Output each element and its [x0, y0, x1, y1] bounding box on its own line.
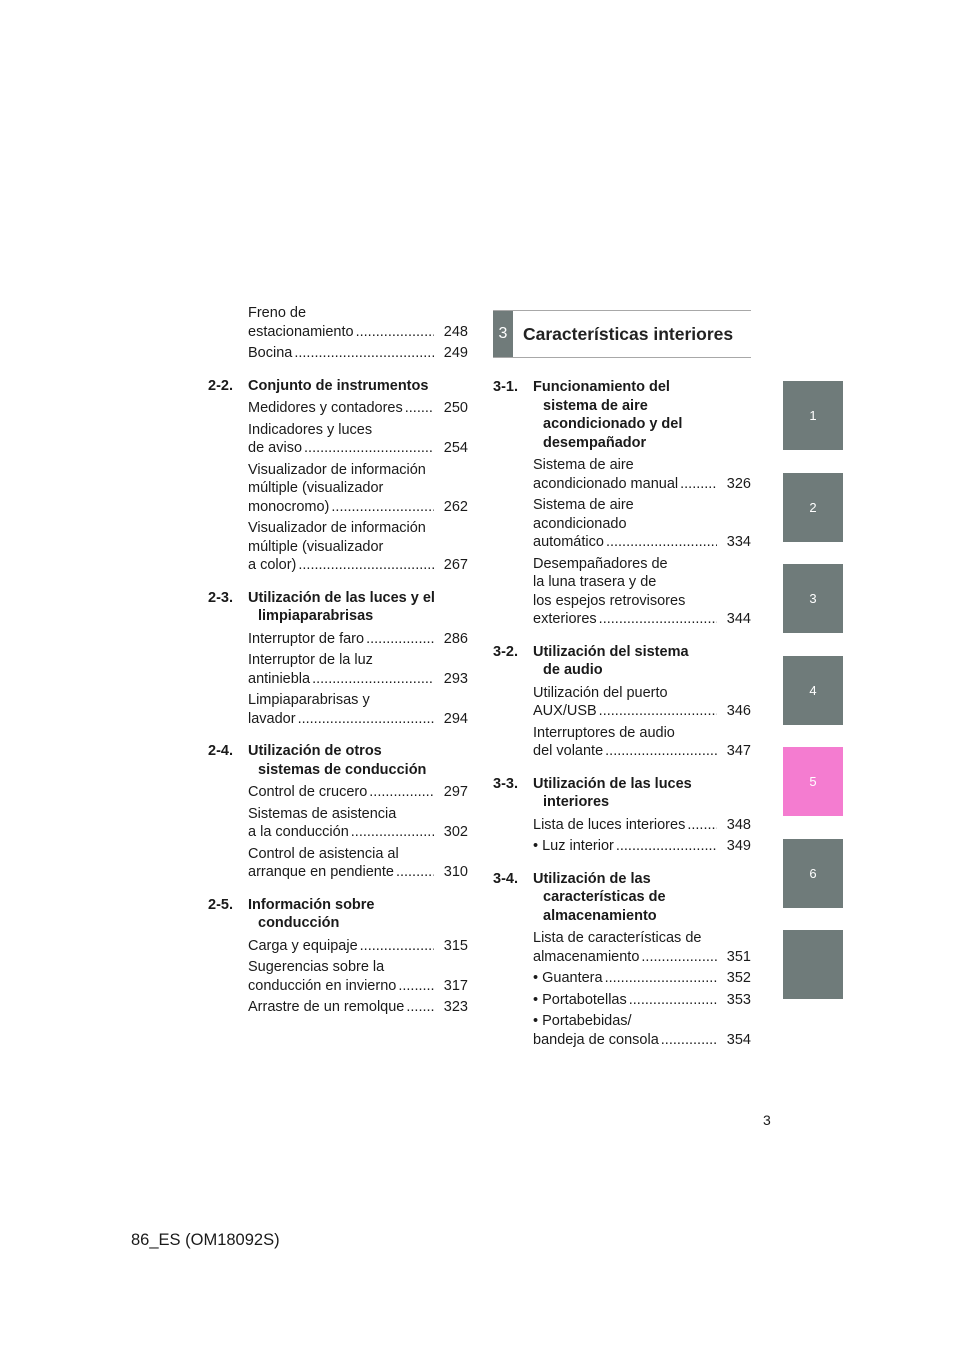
- toc-entry[interactable]: [493, 929, 751, 966]
- toc-entry-page: 267: [443, 557, 468, 573]
- section-title-line: Utilización de las: [533, 870, 651, 887]
- toc-entry-label: Lista de luces interiores .....: [533, 817, 685, 833]
- toc-entry-page: 354: [726, 1031, 751, 1048]
- toc-section-heading[interactable]: [493, 378, 751, 452]
- toc-entry-page: 302: [443, 824, 468, 840]
- chapter-tab-4[interactable]: 4: [783, 656, 843, 725]
- toc-entry-label: Indicadores y luces de aviso .....: [248, 422, 372, 457]
- toc-entry-page: 317: [443, 977, 468, 994]
- toc-entry-label: • Luz interior .....: [533, 838, 614, 854]
- toc-entry[interactable]: [493, 496, 751, 552]
- toc-entry-label: Sugerencias sobre la conducción en invierno .....: [248, 959, 396, 994]
- document-code: 86_ES (OM18092S): [131, 1231, 280, 1249]
- section-number: 3-2.: [493, 643, 518, 660]
- toc-section-heading[interactable]: [208, 377, 468, 396]
- section-title-line: sistema de aire: [543, 397, 648, 414]
- toc-entry-label: Interruptor de faro .....: [248, 631, 364, 647]
- toc-entry-page: 349: [726, 838, 751, 854]
- toc-entry[interactable]: [208, 937, 468, 956]
- section-title-line: interiores: [543, 794, 610, 810]
- section-title-line: conducción: [258, 915, 340, 931]
- toc-entry-page: 294: [443, 710, 468, 727]
- toc-entry-page: 334: [726, 534, 751, 550]
- page-number: 3: [763, 1112, 771, 1128]
- toc-entry-page: 248: [443, 323, 468, 340]
- toc-entry-page: 286: [443, 630, 468, 647]
- toc-entry[interactable]: [208, 344, 468, 363]
- toc-entry-label: Limpiaparabrisas y lavador .....: [248, 692, 370, 727]
- toc-entry[interactable]: [208, 958, 468, 995]
- toc-entry-page: 348: [726, 816, 751, 833]
- toc-entry-label: Bocina .....: [248, 345, 292, 361]
- section-title-line: almacenamiento: [543, 907, 657, 924]
- toc-entry-page: 262: [443, 498, 468, 515]
- toc-entry[interactable]: [493, 456, 751, 493]
- section-title-line: Utilización de otros: [248, 743, 382, 759]
- toc-entry-page: 297: [443, 784, 468, 800]
- section-title-line: Información sobre: [248, 896, 375, 913]
- toc-entry[interactable]: [493, 684, 751, 721]
- chapter-tab-1[interactable]: 1: [783, 381, 843, 450]
- toc-entry[interactable]: [208, 630, 468, 649]
- section-number: 2-3.: [208, 589, 233, 606]
- toc-entry-label: Desempañadores de la luna trasera y de los espejos retrovisores exteriores .....: [533, 556, 685, 628]
- toc-entry-page: 310: [443, 864, 468, 880]
- toc-entry[interactable]: [208, 651, 468, 688]
- toc-entry[interactable]: [208, 519, 468, 575]
- toc-entry-label: Visualizador de información múltiple (visualizador a color) .....: [248, 520, 426, 573]
- toc-section-heading[interactable]: [208, 589, 468, 626]
- section-title-line: limpiaparabrisas: [258, 608, 374, 624]
- section-title-line: Utilización del sistema: [533, 643, 689, 660]
- toc-entry-label: • Portabotellas .....: [533, 992, 627, 1008]
- toc-entry-label: Medidores y contadores .....: [248, 400, 403, 416]
- toc-entry-page: 315: [443, 937, 468, 954]
- toc-entry[interactable]: [493, 816, 751, 835]
- section-number: 3-4.: [493, 870, 518, 887]
- toc-entry[interactable]: [208, 998, 468, 1017]
- section-title-line: características de: [543, 889, 666, 905]
- toc-entry[interactable]: [493, 837, 751, 856]
- toc-entry-label: Interruptor de la luz antiniebla .....: [248, 652, 373, 687]
- toc-entry-label: Utilización del puerto AUX/USB .....: [533, 685, 668, 720]
- section-title-line: Funcionamiento del: [533, 379, 670, 395]
- toc-entry-label: Freno de estacionamiento .....: [248, 305, 354, 340]
- toc-entry[interactable]: [493, 991, 751, 1010]
- chapter-tab-index[interactable]: [783, 930, 843, 999]
- section-number: 2-4.: [208, 743, 233, 759]
- chapter-header: [493, 310, 751, 358]
- toc-entry-page: 254: [443, 440, 468, 456]
- toc-entry-label: Interruptores de audio del volante .....: [533, 725, 675, 760]
- chapter-tab-6[interactable]: 6: [783, 839, 843, 908]
- toc-entry-page: 353: [726, 991, 751, 1008]
- right-toc-column: [493, 310, 751, 1052]
- toc-entry-label: Control de asistencia al arranque en pendiente .....: [248, 846, 399, 881]
- toc-entry-page: 323: [443, 999, 468, 1015]
- chapter-title: Características interiores: [523, 324, 734, 344]
- chapter-tab-2[interactable]: 2: [783, 473, 843, 542]
- section-title-line: acondicionado y del: [543, 416, 683, 432]
- toc-entry[interactable]: [208, 691, 468, 728]
- toc-section-heading[interactable]: [493, 643, 751, 680]
- toc-entry-page: 249: [443, 345, 468, 361]
- section-title-line: de audio: [543, 662, 603, 678]
- toc-entry-page: 250: [443, 400, 468, 416]
- toc-entry-label: • Portabebidas/ bandeja de consola .....: [533, 1013, 659, 1048]
- toc-entry[interactable]: [493, 724, 751, 761]
- section-title-line: Utilización de las luces: [533, 775, 692, 792]
- chapter-tab-3[interactable]: 3: [783, 564, 843, 633]
- toc-entry-label: Visualizador de información múltiple (visualizador monocromo) .....: [248, 462, 426, 515]
- toc-section-heading[interactable]: [208, 896, 468, 933]
- toc-section-heading[interactable]: [493, 870, 751, 926]
- section-title-line: Utilización de las luces y el: [248, 589, 435, 606]
- toc-entry-label: Sistema de aire acondicionado automático .....: [533, 497, 634, 550]
- toc-entry[interactable]: [208, 399, 468, 418]
- section-number: 3-3.: [493, 775, 518, 792]
- chapter-number-badge: 3: [493, 311, 513, 357]
- section-title-line: desempañador: [543, 434, 647, 451]
- toc-entry-page: 352: [726, 970, 751, 986]
- toc-entry[interactable]: [493, 1012, 751, 1049]
- toc-section-heading[interactable]: [208, 742, 468, 779]
- toc-entry-label: Lista de características de almacenamiento .....: [533, 930, 701, 965]
- toc-entry[interactable]: [208, 845, 468, 882]
- section-number: 3-1.: [493, 379, 518, 395]
- toc-entry-label: Arrastre de un remolque .....: [248, 999, 404, 1015]
- toc-entry-label: Carga y equipaje .....: [248, 938, 358, 954]
- toc-entry[interactable]: [208, 783, 468, 802]
- section-title-line: Conjunto de instrumentos: [248, 377, 429, 394]
- toc-entry-page: 351: [726, 948, 751, 965]
- toc-entry-page: 347: [726, 743, 751, 759]
- toc-entry[interactable]: [493, 969, 751, 988]
- toc-entry[interactable]: [208, 421, 468, 458]
- section-number: 2-5.: [208, 896, 233, 913]
- toc-entry-label: Sistema de aire acondicionado manual .....: [533, 457, 678, 492]
- toc-entry-label: Control de crucero .....: [248, 784, 367, 800]
- toc-entry-page: 326: [726, 475, 751, 492]
- toc-entry-page: 346: [726, 703, 751, 719]
- toc-section-heading[interactable]: [493, 775, 751, 812]
- toc-entry-page: 344: [726, 611, 751, 627]
- toc-entry-label: Sistemas de asistencia a la conducción .....: [248, 806, 396, 841]
- section-title-line: sistemas de conducción: [258, 761, 427, 778]
- left-toc-column: [208, 304, 468, 1020]
- toc-entry[interactable]: [208, 461, 468, 517]
- section-number: 2-2.: [208, 377, 233, 394]
- toc-entry[interactable]: [493, 555, 751, 629]
- toc-entry[interactable]: [208, 805, 468, 842]
- chapter-tab-5[interactable]: 5: [783, 747, 843, 816]
- toc-entry[interactable]: [208, 304, 468, 341]
- toc-entry-label: • Guantera .....: [533, 970, 603, 986]
- toc-entry-page: 293: [443, 670, 468, 687]
